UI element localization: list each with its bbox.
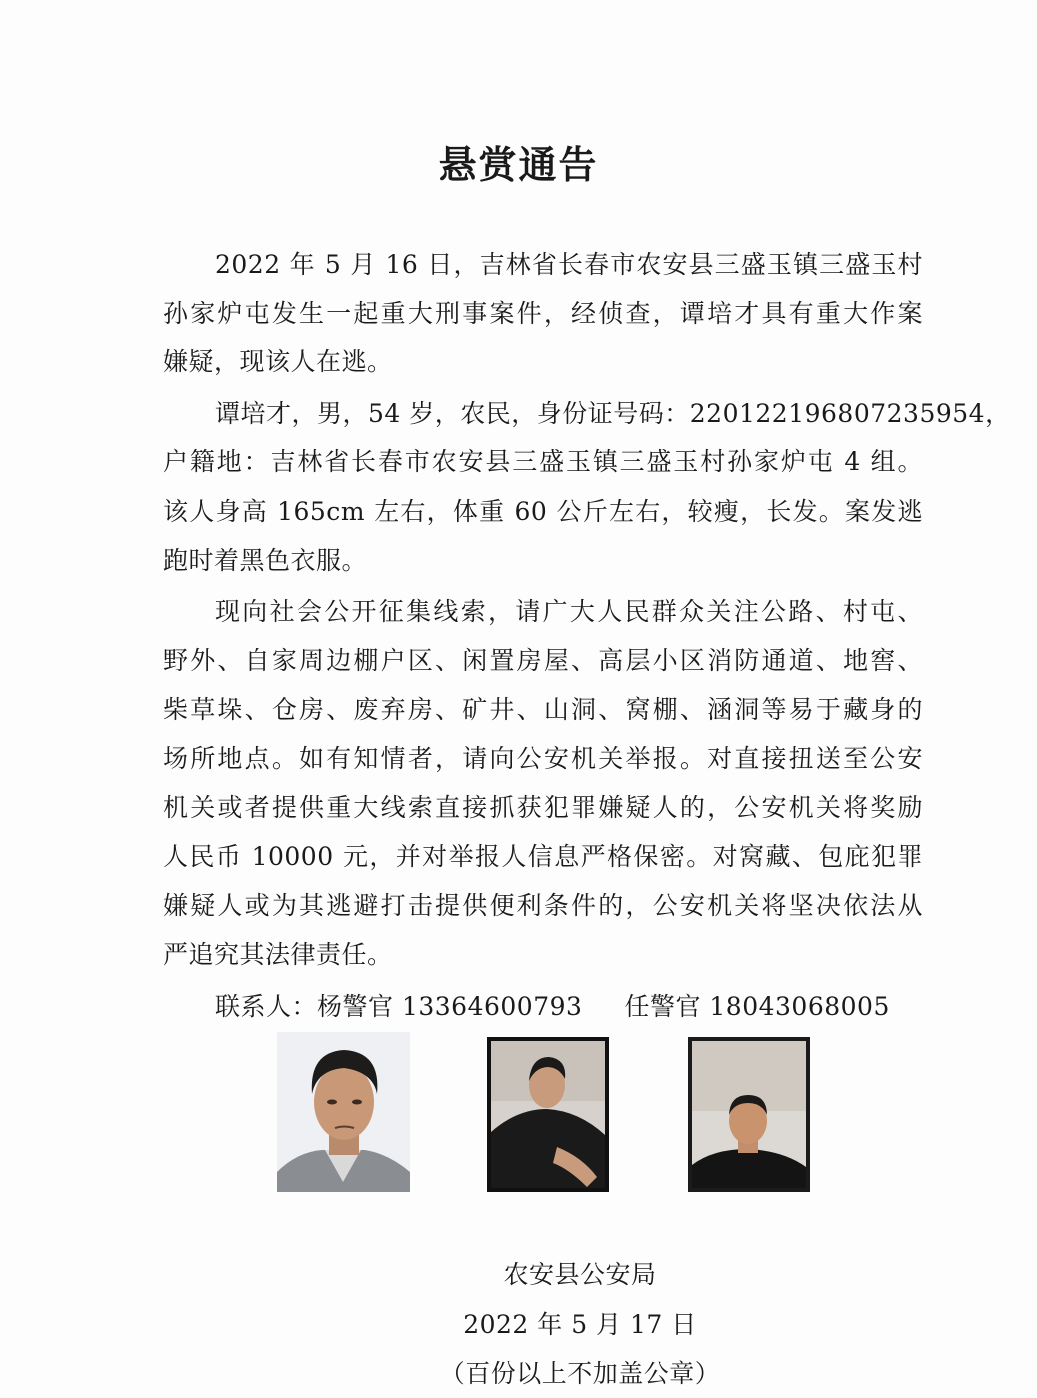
issuer-name: 农安县公安局	[503, 1260, 657, 1289]
contact-label: 联系人：	[215, 992, 318, 1021]
paragraph-3-line-1: 现向社会公开征集线索，请广大人民群众关注公路、村屯、	[215, 597, 923, 626]
paragraph-3-line-4: 场所地点。如有知情者，请向公安机关举报。对直接扭送至公安	[163, 744, 923, 773]
suspect-photo-3	[688, 1037, 810, 1192]
paragraph-2-line-1: 谭培才，男，54 岁，农民，身份证号码：220122196807235954，	[215, 399, 1011, 428]
suspect-portrait-photo	[277, 1032, 410, 1192]
contact-line	[215, 983, 890, 1031]
notice-title: 悬赏通告	[438, 143, 599, 187]
paragraph-2-line-2: 户籍地：吉林省长春市农安县三盛玉镇三盛玉村孙家炉屯 4 组。	[163, 447, 923, 476]
paragraph-3-line-2: 野外、自家周边棚户区、闲置房屋、高层小区消防通道、地窖、	[163, 646, 923, 675]
paragraph-3-line-8: 严追究其法律责任。	[163, 940, 393, 969]
paragraph-3-line-6: 人民币 10000 元，并对举报人信息严格保密。对窝藏、包庇犯罪	[163, 842, 923, 871]
suspect-photo-2	[487, 1037, 609, 1192]
contact-officer-yang: 杨警官 13364600793	[317, 992, 583, 1021]
seal-note: （百份以上不加盖公章）	[439, 1359, 721, 1388]
paragraph-1-line-1: 2022 年 5 月 16 日，吉林省长春市农安县三盛玉镇三盛玉村	[215, 250, 923, 279]
paragraph-3-line-5: 机关或者提供重大线索直接抓获犯罪嫌疑人的，公安机关将奖励	[163, 793, 923, 822]
contact-officer-ren: 任警官 18043068005	[624, 992, 890, 1021]
paragraph-2-line-3: 该人身高 165cm 左右，体重 60 公斤左右，较瘦，长发。案发逃	[163, 497, 923, 526]
paragraph-1-line-2: 孙家炉屯发生一起重大刑事案件，经侦查，谭培才具有重大作案	[163, 299, 923, 328]
paragraph-1-line-3: 嫌疑，现该人在逃。	[163, 347, 393, 376]
paragraph-3-line-3: 柴草垛、仓房、废弃房、矿井、山洞、窝棚、涵洞等易于藏身的	[163, 695, 923, 724]
issue-date: 2022 年 5 月 17 日	[463, 1310, 697, 1339]
paragraph-2-line-4: 跑时着黑色衣服。	[163, 546, 368, 575]
paragraph-3-line-7: 嫌疑人或为其逃避打击提供便利条件的，公安机关将坚决依法从	[163, 891, 923, 920]
